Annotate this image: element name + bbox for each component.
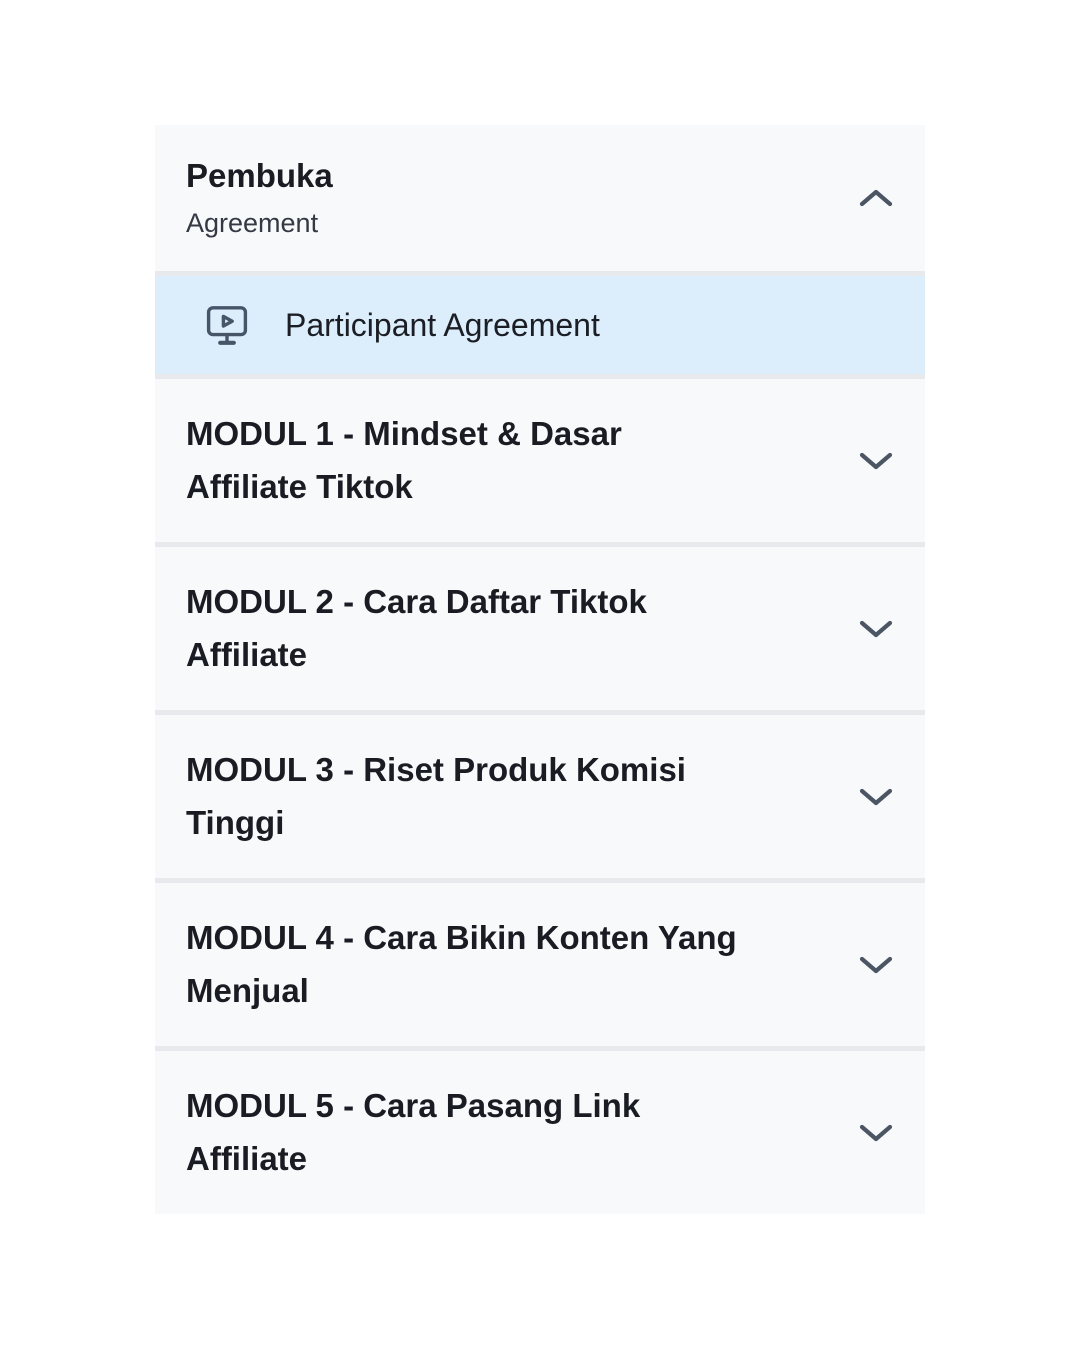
chevron-up-icon — [853, 183, 899, 213]
section-title: MODUL 5 - Cara Pasang Link Affiliate — [186, 1086, 641, 1177]
section-header-modul-3[interactable] — [155, 715, 925, 878]
chevron-down-icon — [853, 614, 899, 644]
section-title: Pembuka — [186, 156, 333, 194]
section-title: MODUL 1 - Mindset & Dasar Affiliate Tiktok — [186, 414, 622, 505]
section-title: MODUL 3 - Riset Produk Komisi Tinggi — [186, 750, 686, 841]
chevron-down-icon — [853, 950, 899, 980]
lesson-label: Participant Agreement — [285, 306, 600, 343]
section-header-text — [186, 157, 333, 240]
video-lesson-monitor-play-icon — [203, 301, 251, 349]
chevron-down-icon — [853, 446, 899, 476]
section-title: MODUL 4 - Cara Bikin Konten Yang Menjual — [186, 918, 737, 1009]
chevron-down-icon — [853, 782, 899, 812]
section-header-modul-1[interactable] — [155, 379, 925, 542]
section-header-pembuka[interactable] — [155, 125, 925, 271]
section-title: MODUL 2 - Cara Daftar Tiktok Affiliate — [186, 582, 647, 673]
section-header-modul-2[interactable] — [155, 547, 925, 710]
lesson-row-participant-agreement[interactable] — [155, 276, 925, 374]
section-header-modul-5[interactable] — [155, 1051, 925, 1214]
section-subtitle: Agreement — [186, 208, 319, 239]
section-header-modul-4[interactable] — [155, 883, 925, 1046]
course-curriculum-panel — [155, 125, 925, 1214]
chevron-down-icon — [853, 1118, 899, 1148]
